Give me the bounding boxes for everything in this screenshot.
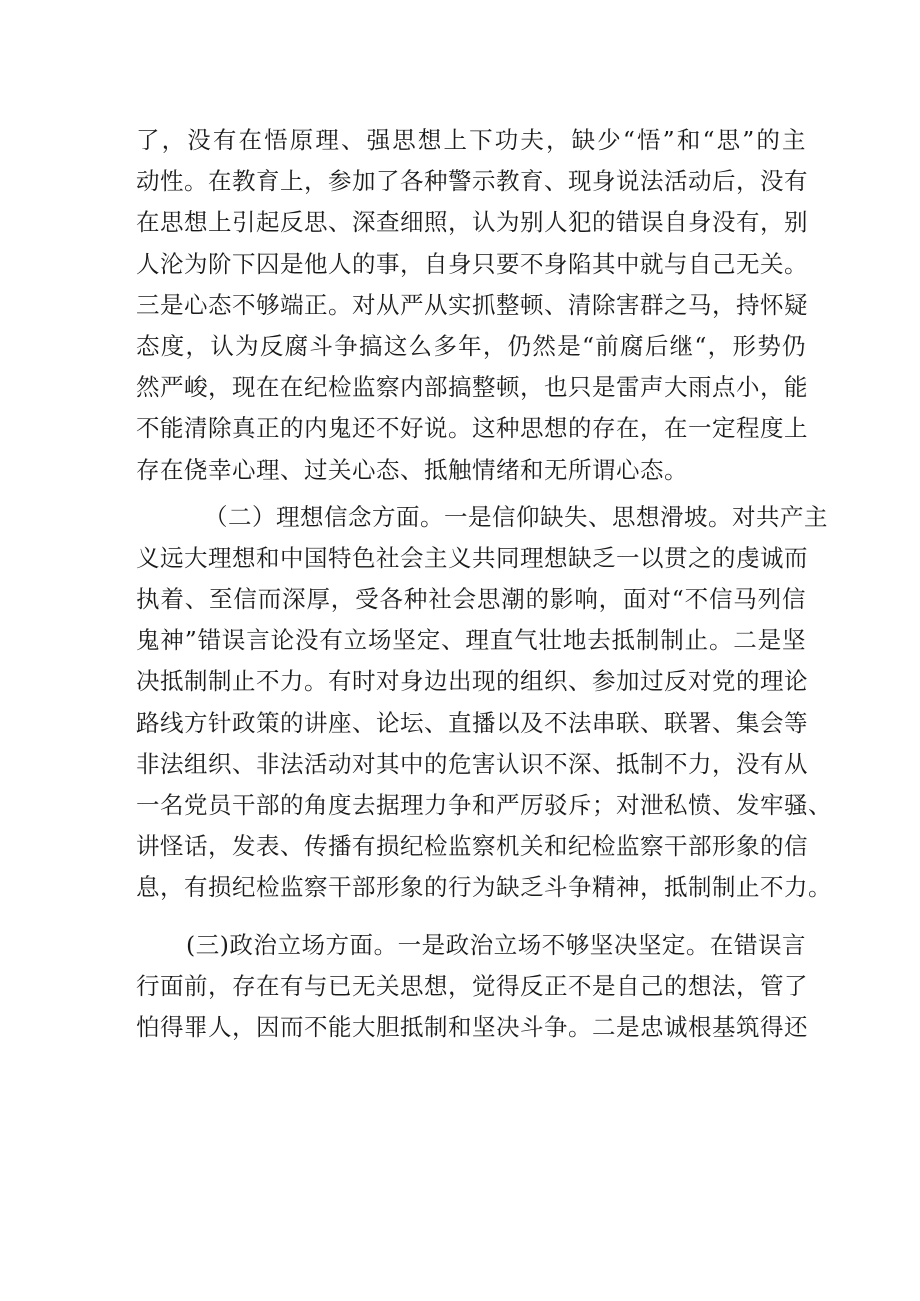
section-heading-line: (三)政治立场方面。一是政治立场不够坚决坚定。在错误言 [186, 930, 806, 959]
text-line: 义远大理想和中国特色社会主义共同理想缺乏一以贯之的虔诚而 [136, 543, 808, 572]
text-line: 行面前，存在有与已无关思想，觉得反正不是自己的想法，管了 [136, 971, 808, 1000]
text-line: 动性。在教育上，参加了各种警示教育、现身说法活动后，没有 [136, 167, 808, 196]
paragraph-1 [136, 120, 806, 491]
text-line: 决抵制制止不力。有时对身边出现的组织、参加过反对党的理论 [136, 667, 808, 696]
text-line: 非法组织、非法活动对其中的危害认识不深、抵制不力，没有从 [136, 749, 808, 778]
document-body [136, 120, 832, 1048]
text-line: 一名党员干部的角度去据理力争和严厉驳斥；对泄私愤、发牢骚、 [136, 791, 832, 819]
text-line: 然严峻，现在在纪检监察内部搞整顿，也只是雷声大雨点小，能 [136, 373, 808, 402]
paragraph-2 [136, 497, 832, 909]
text-line: 存在侥幸心理、过关心态、抵触情绪和无所谓心态。 [136, 455, 688, 484]
text-line: 讲怪话，发表、传播有损纪检监察机关和纪检监察干部形象的信 [136, 832, 808, 861]
section-heading-line: （二）理想信念方面。一是信仰缺失、思想滑坡。对共产主 [204, 502, 828, 531]
text-line: 怕得罪人，因而不能大胆抵制和坚决斗争。二是忠诚根基筑得还 [136, 1012, 808, 1041]
text-line: 息，有损纪检监察干部形象的行为缺乏斗争精神，抵制制止不力。 [136, 873, 832, 902]
text-line: 路线方针政策的讲座、论坛、直播以及不法串联、联署、集会等 [136, 708, 808, 737]
text-line: 态度，认为反腐斗争搞这么多年，仍然是“前腐后继“，形势仍 [136, 331, 806, 360]
text-line: 在思想上引起反思、深查细照，认为别人犯的错误自身没有，别 [136, 208, 808, 237]
text-line: 人沦为阶下囚是他人的事，自身只要不身陷其中就与自己无关。 [136, 249, 808, 278]
text-line: 不能清除真正的内鬼还不好说。这种思想的存在，在一定程度上 [136, 414, 808, 443]
text-line: 三是心态不够端正。对从严从实抓整顿、清除害群之马，持怀疑 [136, 290, 808, 319]
text-line: 鬼神”错误言论没有立场坚定、理直气壮地去抵制制止。二是坚 [136, 626, 806, 655]
paragraph-3 [136, 925, 806, 1049]
text-line: 了，没有在悟原理、强思想上下功夫，缺少“悟”和“思”的主 [136, 126, 806, 154]
text-line: 执着、至信而深厚，受各种社会思潮的影响，面对“不信马列信 [136, 585, 806, 614]
